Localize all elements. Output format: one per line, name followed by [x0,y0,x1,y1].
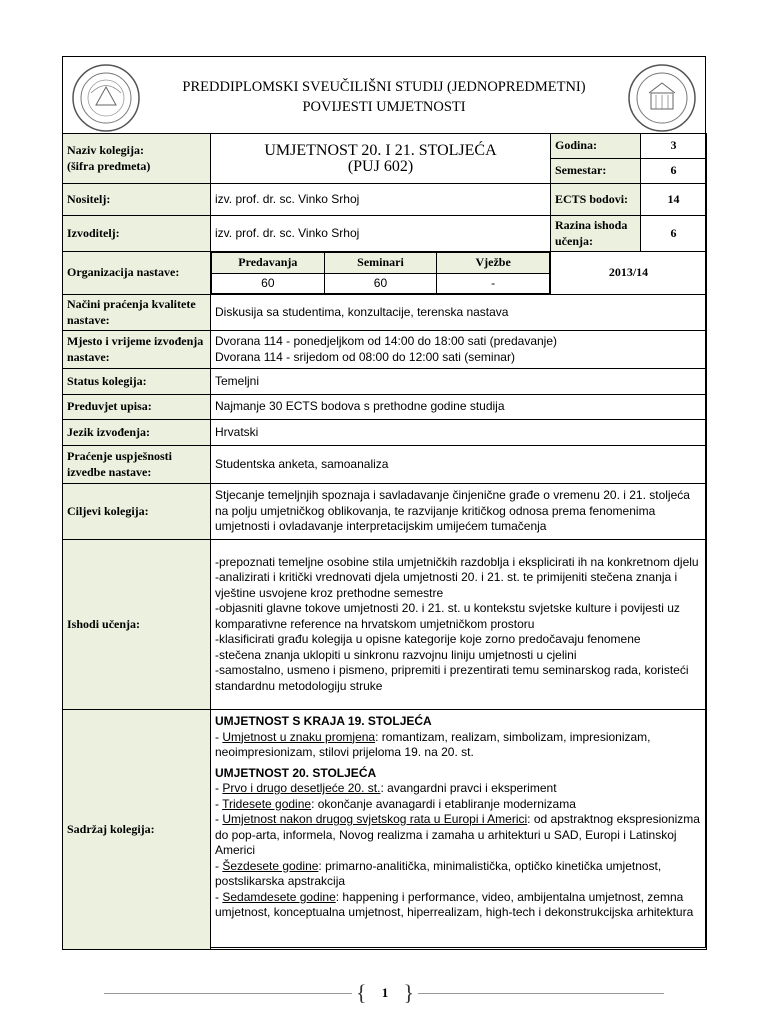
course-info-table [62,133,707,950]
seminars-hours: 60 [324,273,437,294]
status-label: Status kolegija: [63,369,211,395]
content-item: - Tridesete godine: okončanje avanagardi i etabliranje modernizama [215,796,576,811]
study-program-title [153,77,615,117]
page-number: 1 [381,985,389,1000]
performance-tracking-label: Praćenje uspješnosti izvedbe nastave: [63,446,211,484]
exercises-header: Vježbe [437,253,550,274]
organization-cell [211,252,551,295]
course-goals-label: Ciljevi kolegija: [63,484,211,540]
ects-label: ECTS bodovi: [551,184,641,216]
course-content-value [211,710,707,950]
seminars-header: Seminari [324,253,437,274]
course-name-label-cell: Naziv kolegija: (šifra predmeta) [63,134,211,184]
learning-outcomes-value [211,540,707,710]
outcome-item: -prepoznati temeljne osobine stila umjetničkih razdoblja i eksplicirati ih na konkretnom djelu [215,554,699,569]
lecturer-label: Izvoditelj: [63,216,211,252]
footer-divider-right [418,993,664,994]
year-label: Godina: [551,134,641,159]
right-brace-icon: } [403,980,414,1005]
content-item: - Prvo i drugo desetljeće 20. st.: avangardni pravci i eksperiment [215,781,557,795]
exercises-hours: - [437,273,550,294]
lecturer-value: izv. prof. dr. sc. Vinko Srhoj [211,216,551,252]
outcome-item: -samostalno, usmeno i pismeno, pripremiti i prezentirati temu seminarskog rada, koristeći standardnu metodologiju struke [215,663,689,693]
outcome-item: -analizirati i kritički vrednovati djela umjetnosti 20. i 21. st. te primijeniti stečena znanja i vještine usvojene kroz prethodne semestre [215,570,678,600]
language-value: Hrvatski [211,420,707,446]
status-value: Temeljni [211,369,707,395]
outcome-item: -stečena znanja uklopiti u sinkronu razvojnu liniju umjetnosti u cjelini [215,647,577,662]
place-time-label: Mjesto i vrijeme izvođenja nastave: [63,331,211,369]
holder-value: izv. prof. dr. sc. Vinko Srhoj [211,184,551,216]
footer-divider-left [104,993,352,994]
left-brace-icon: { [356,980,367,1005]
content-section-title: UMJETNOST S KRAJA 19. STOLJEĆA [215,714,432,728]
ects-value: 14 [641,184,707,216]
outcome-item: -objasniti glavne tokove umjetnosti 20. i 21. st. u kontekstu svjetske kulture i povijesti uz komparativne reference na hrvatskom umjetničkom prostoru [215,601,680,631]
prerequisite-value: Najmanje 30 ECTS bodova s prethodne godine studija [211,395,707,420]
learning-outcomes-label: Ishodi učenja: [63,540,211,710]
outcome-item: -klasificirati građu kolegija u opisne kategorije koje zorno predočavaju fenomene [215,632,641,647]
outcome-level-value: 6 [641,216,707,252]
faculty-seal-icon [627,63,697,133]
content-item: - Sedamdesete godine: happening i performance, video, ambijentalna umjetnost, zemna umjetnost, konceptualna umjetnost, hiperrealizam, high-tech i dekonstrukcijska arhitektura [215,889,694,919]
document-header [63,57,705,133]
title-line-2: POVIJESTI UMJETNOSTI [302,99,466,115]
content-item: - Umjetnost u znaku promjena: romantizam, realizam, simbolizam, impresionizam, neoimpresionizam, stilovi prijeloma 19. na 20. st. [215,729,651,759]
course-code: (PUJ 602) [347,157,414,175]
content-section-title: UMJETNOST 20. STOLJEĆA [215,765,377,780]
semester-label: Semestar: [551,159,641,184]
outcome-level-label: Razina ishoda učenja: [551,216,641,252]
semester-value: 6 [641,159,707,184]
academic-year: 2013/14 [551,252,707,295]
lectures-header: Predavanja [212,253,325,274]
performance-tracking-value: Studentska anketa, samoanaliza [211,446,707,484]
organization-label: Organizacija nastave: [63,252,211,295]
course-title-cell [211,134,551,184]
lectures-hours: 60 [212,273,325,294]
title-line-1: PREDDIPLOMSKI SVEUČILIŠNI STUDIJ (JEDNOPREDMETNI) [182,79,586,95]
place-time-value: Dvorana 114 - ponedjeljkom od 14:00 do 18:00 sati (predavanje) Dvorana 114 - srijedom od 08:00 do 12:00 sati (seminar) [211,331,707,369]
language-label: Jezik izvođenja: [63,420,211,446]
content-item: - Šezdesete godine: primarno-analitička, minimalistička, optičko kinetička umjetnost, postslikarska apstrakcija [215,858,662,888]
page-number-box [356,982,414,1004]
quality-monitoring-value: Diskusija sa studentima, konzultacije, terenska nastava [211,295,707,331]
course-content-label: Sadržaj kolegija: [63,710,211,950]
organization-hours-table [211,252,550,294]
year-value: 3 [641,134,707,159]
course-title: UMJETNOST 20. I 21. STOLJEĆA [264,142,497,159]
prerequisite-label: Preduvjet upisa: [63,395,211,420]
content-item: - Umjetnost nakon drugog svjetskog rata u Europi i Americi: od apstraktnog ekspresionizma do pop-arta, informela, Novog realizma i zamaha u arhitekturi u SAD, Europi i Latinskoj Americi [215,812,700,857]
course-goals-value: Stjecanje temeljnjih spoznaja i savladavanje činjenične građe o vremenu 20. i 21. stoljeća na polju umjetničkog oblikovanja, te razvijanje kritičkog odnosa prema fenomenima umjetnosti i ovladavanje interpretacijskim umijećem tumačenja [211,484,707,540]
holder-label: Nositelj: [63,184,211,216]
university-seal-icon [71,63,141,133]
quality-monitoring-label: Načini praćenja kvalitete nastave: [63,295,211,331]
